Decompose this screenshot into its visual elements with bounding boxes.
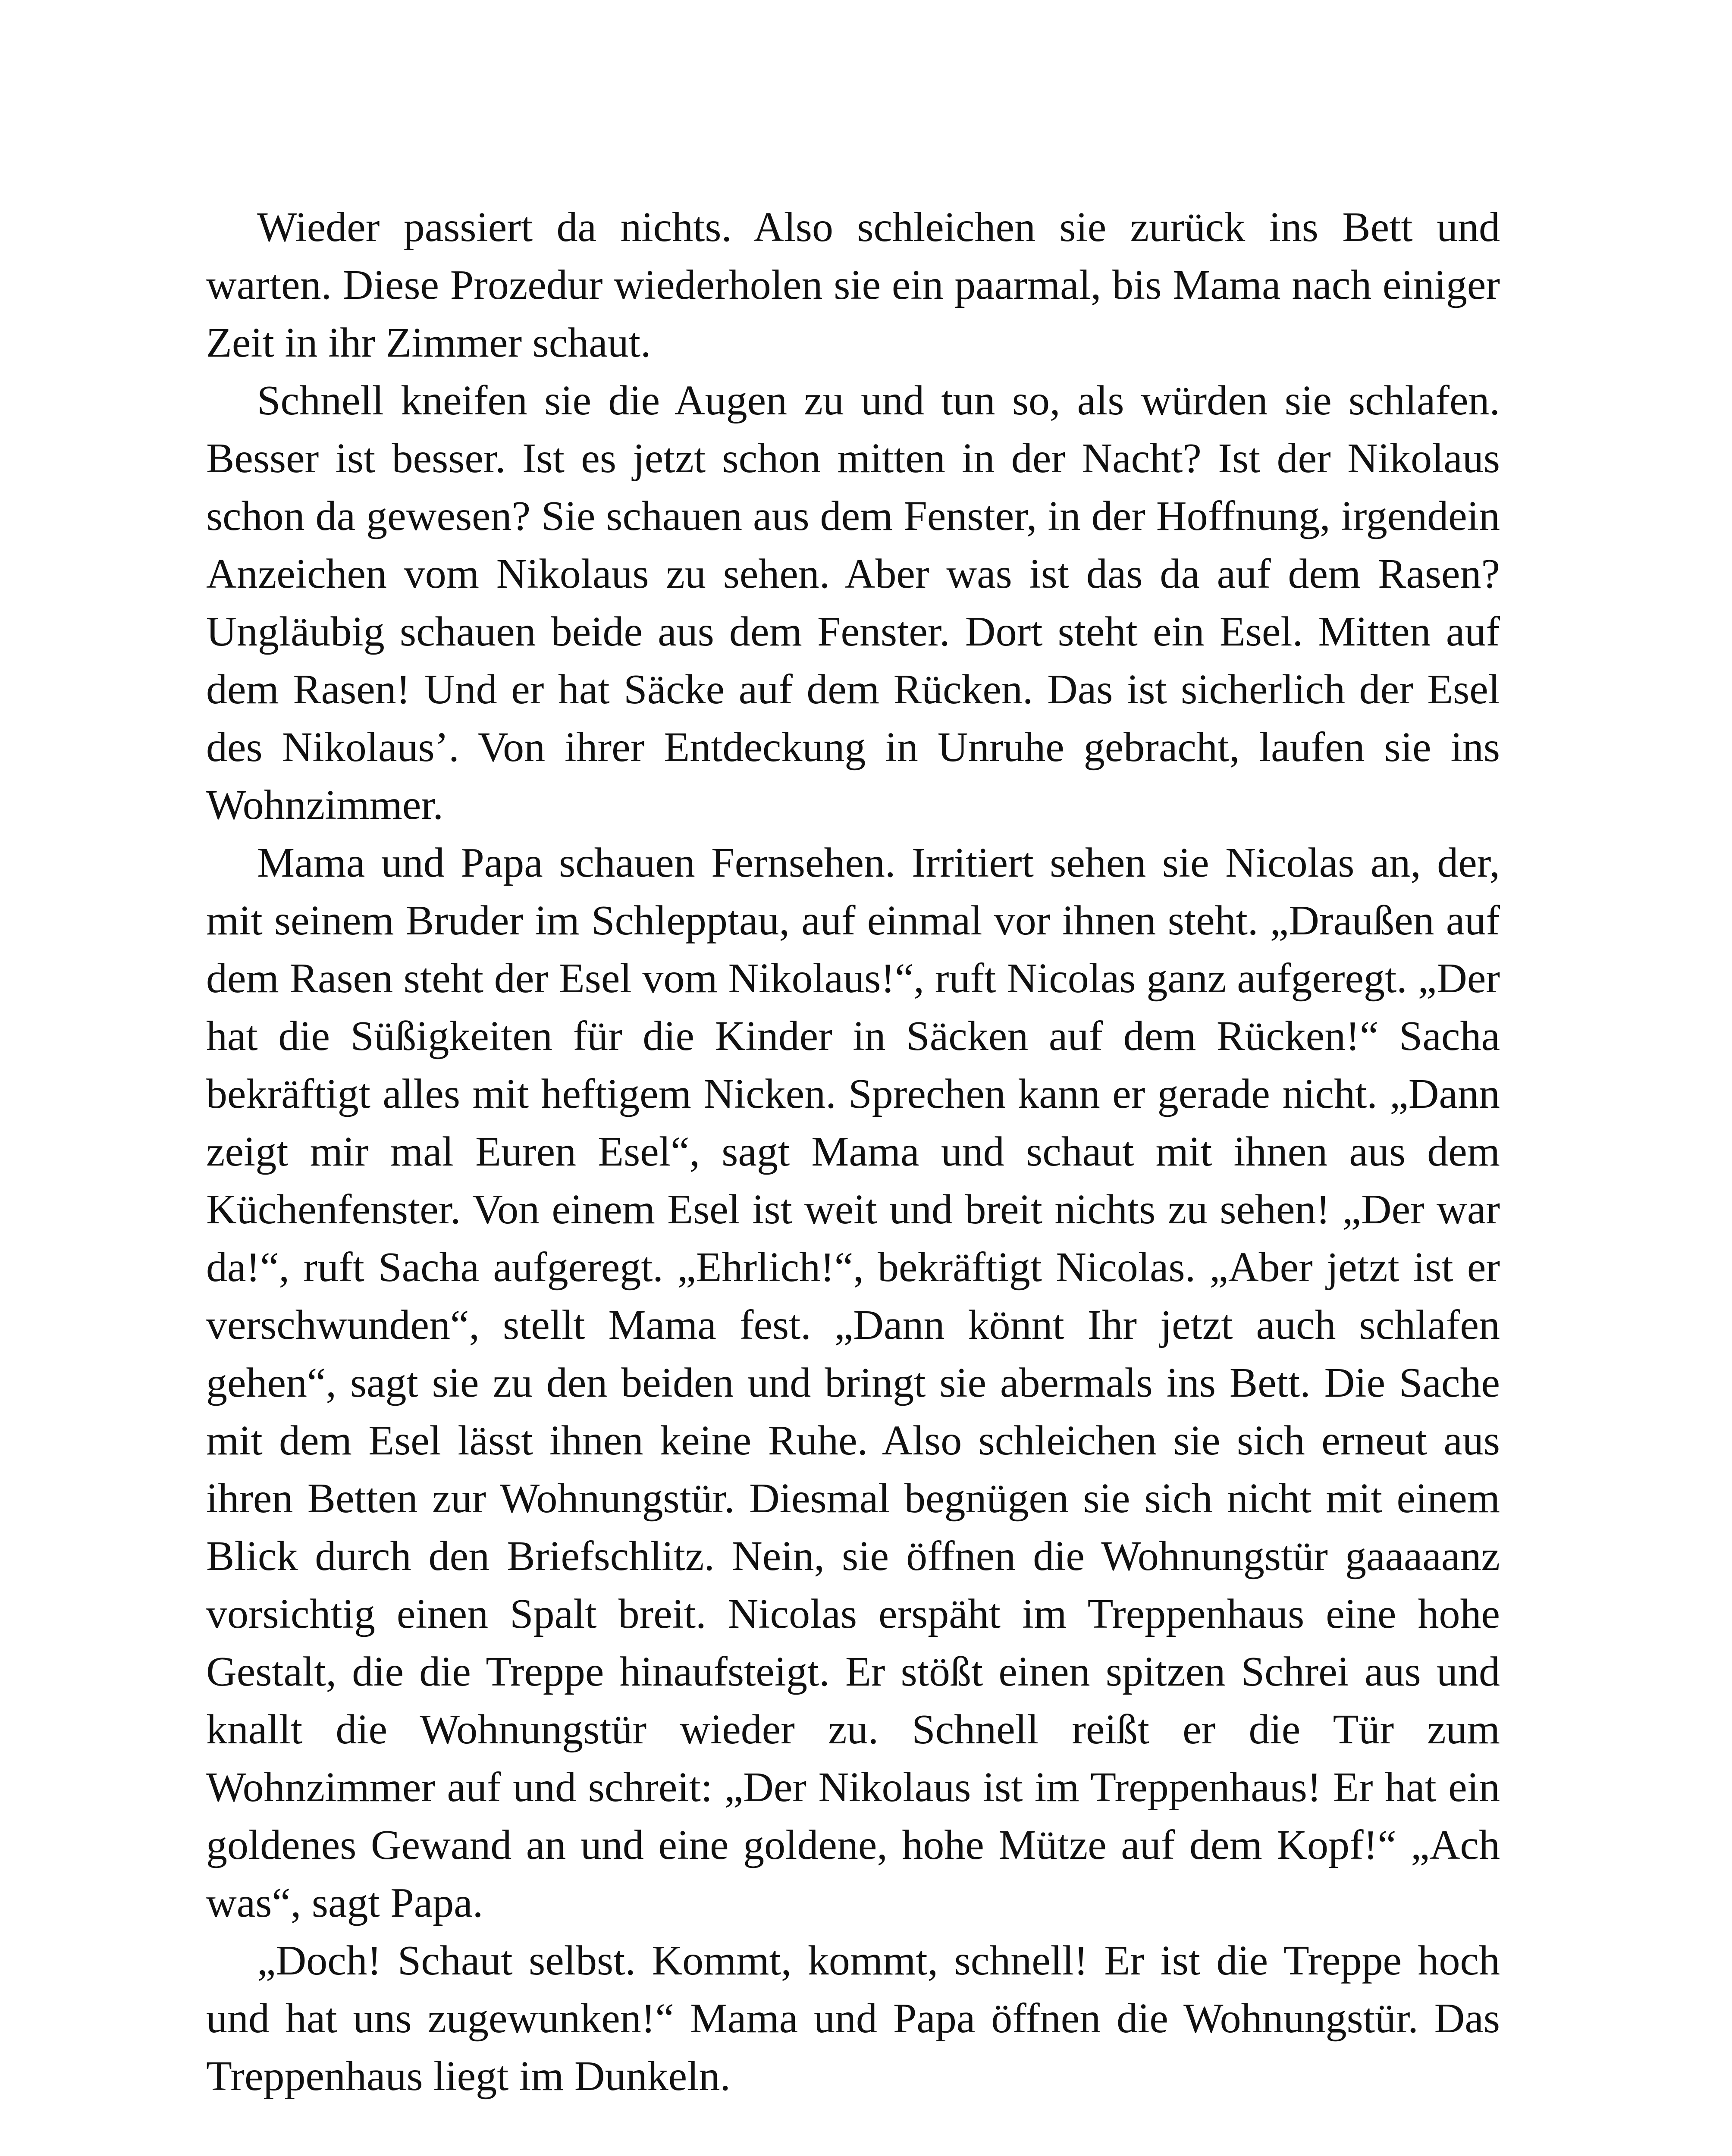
paragraph-2: Schnell kneifen sie die Augen zu und tun so, als würden sie schlafen. Besser ist besser. Ist es jetzt schon mitten in der Nacht? Ist der Nikolaus schon da gewesen? Sie schauen aus dem Fenster, in der Hoffnung, irgendein Anzeichen vom Nikolaus zu sehen. Aber was ist das da auf dem Rasen? Ungläubig schauen beide aus dem Fenster. Dort steht ein Esel. Mitten auf dem Rasen! Und er hat Säcke auf dem Rücken. Das ist sicherlich der Esel des Nikolaus’. Von ihrer Entdeckung in Unruhe gebracht, laufen sie ins Wohnzimmer.	[206, 377, 1500, 828]
paragraph-4: „Doch! Schaut selbst. Kommt, kommt, schnell! Er ist die Treppe hoch und hat uns zugewunken!“ Mama und Papa öffnen die Wohnungstür. Das Treppenhaus liegt im Dunkeln.	[206, 1937, 1500, 2100]
paragraph-3: Mama und Papa schauen Fernsehen. Irritiert sehen sie Nicolas an, der, mit seinem Bruder im Schlepptau, auf einmal vor ihnen steht. „Draußen auf dem Rasen steht der Esel vom Nikolaus!“, ruft Nicolas ganz aufgeregt. „Der hat die Süßigkeiten für die Kinder in Säcken auf dem Rücken!“ Sacha bekräftigt alles mit heftigem Nicken. Sprechen kann er gerade nicht. „Dann zeigt mir mal Euren Esel“, sagt Mama und schaut mit ihnen aus dem Küchenfenster. Von einem Esel ist weit und breit nichts zu sehen! „Der war da!“, ruft Sacha aufgeregt. „Ehrlich!“, bekräftigt Nicolas. „Aber jetzt ist er verschwunden“, stellt Mama fest. „Dann könnt Ihr jetzt auch schlafen gehen“, sagt sie zu den beiden und bringt sie abermals ins Bett. Die Sache mit dem Esel lässt ihnen keine Ruhe. Also schleichen sie sich erneut aus ihren Betten zur Wohnungstür. Diesmal begnügen sie sich nicht mit einem Blick durch den Briefschlitz. Nein, sie öffnen die Wohnungstür gaaaaanz vorsichtig einen Spalt breit. Nicolas erspäht im Treppenhaus eine hohe Gestalt, die die Treppe hinaufsteigt. Er stößt einen spitzen Schrei aus und knallt die Wohnungstür wieder zu. Schnell reißt er die Tür zum Wohnzimmer auf und schreit: „Der Nikolaus ist im Treppenhaus! Er hat ein goldenes Gewand an und eine goldene, hohe Mütze auf dem Kopf!“ „Ach was“, sagt Papa.	[206, 840, 1500, 1926]
paragraph-1: Wieder passiert da nichts. Also schleichen sie zurück ins Bett und warten. Diese Prozedur wiederholen sie ein paarmal, bis Mama nach einiger Zeit in ihr Zimmer schaut.	[206, 204, 1500, 366]
body-text	[206, 198, 1500, 2105]
